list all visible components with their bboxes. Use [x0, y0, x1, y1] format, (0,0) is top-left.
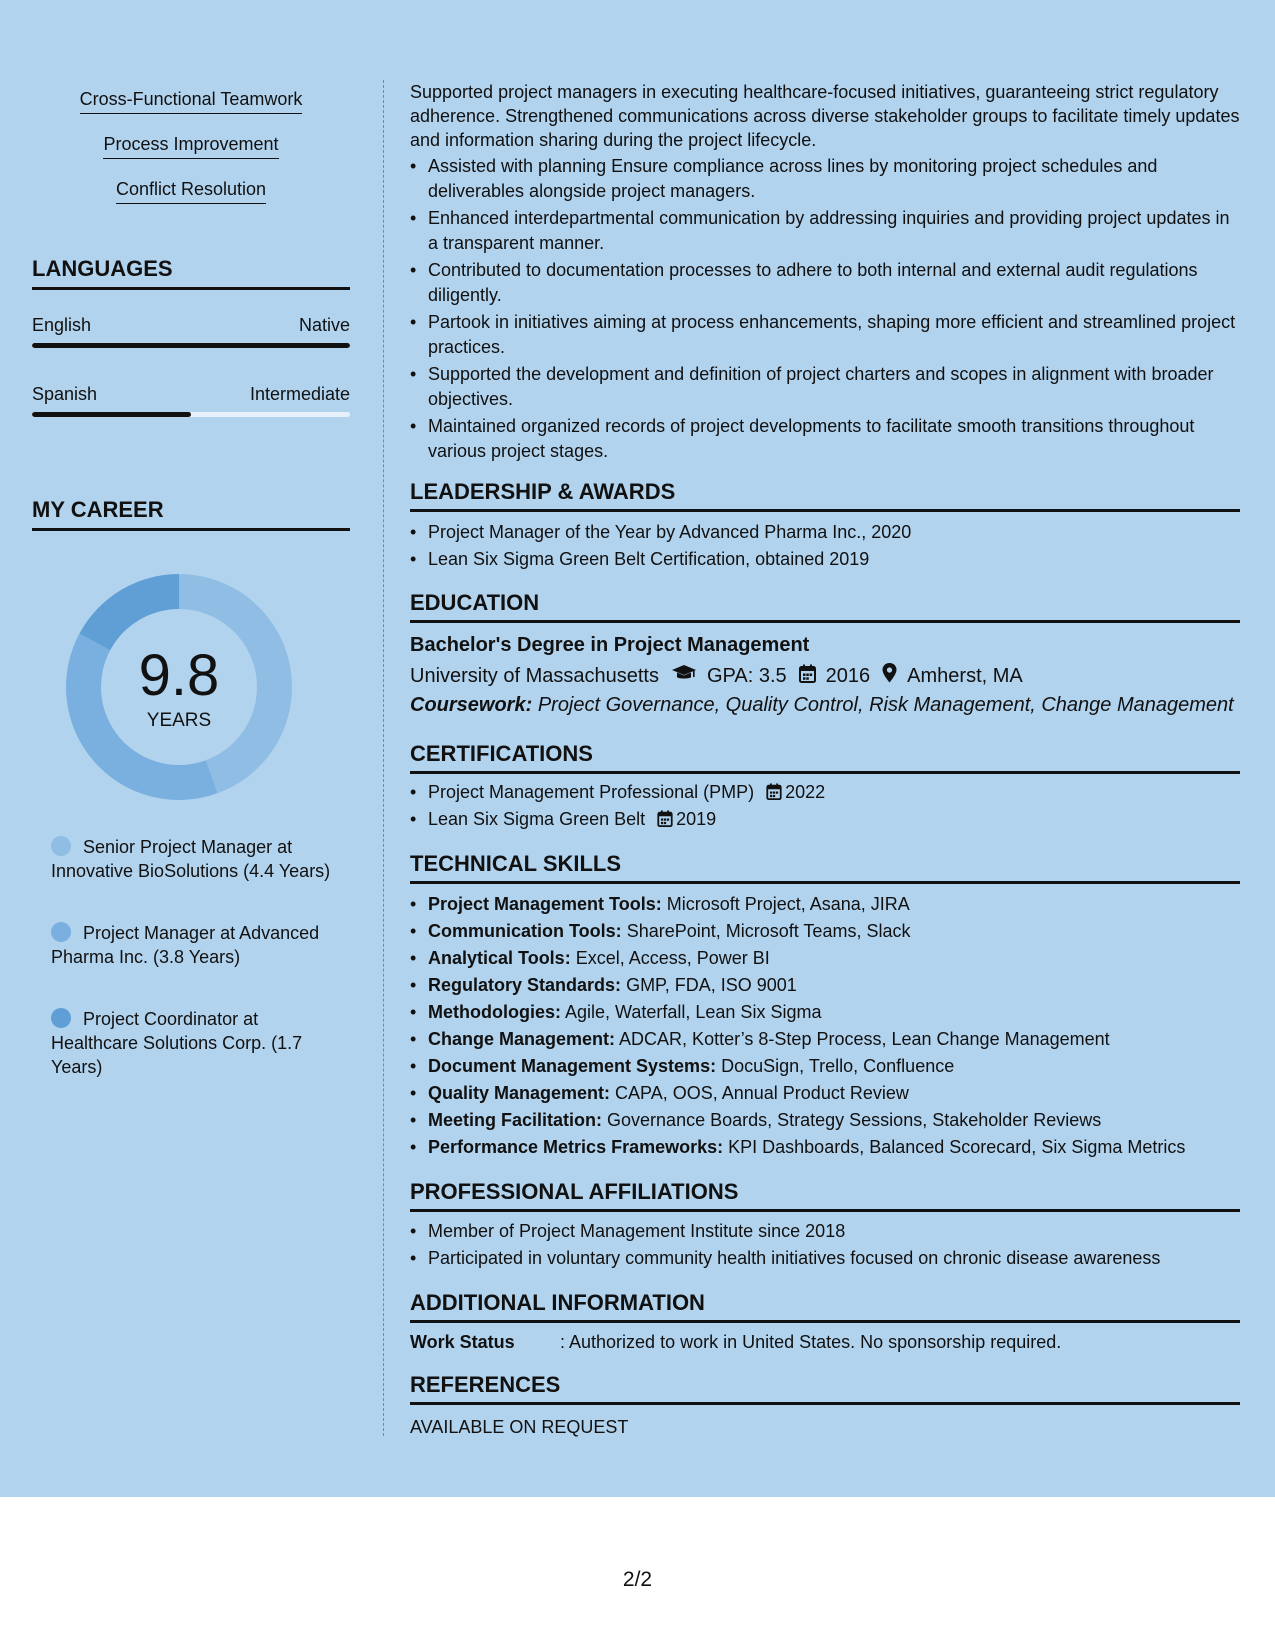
references-text: AVAILABLE ON REQUEST [410, 1417, 629, 1437]
career-legend-item: Senior Project Manager at Innovative BioSolutions (4.4 Years) [51, 837, 331, 881]
location-pin-icon [882, 663, 897, 689]
calendar-icon [766, 783, 782, 800]
list-item: • Communication Tools: SharePoint, Microsoft Teams, Slack [410, 918, 1240, 945]
list-item: • Performance Metrics Frameworks: KPI Dashboards, Balanced Scorecard, Six Sigma Metrics [410, 1134, 1240, 1161]
degree-title: Bachelor's Degree in Project Management [410, 634, 810, 656]
school-name: University of Massachusetts [410, 665, 659, 687]
skill-item: Cross-Functional Teamwork [32, 88, 350, 114]
career-legend-item: Project Coordinator at Healthcare Solutions Corp. (1.7 Years) [51, 1009, 303, 1077]
language-row [32, 383, 350, 405]
certifications-heading: CERTIFICATIONS [410, 741, 1240, 774]
language-name: English [32, 315, 92, 335]
list-item: • Supported the development and definition of project charters and scopes in alignment with broader objectives. [410, 362, 1240, 411]
experience-summary: Supported project managers in executing healthcare-focused initiatives, guaranteeing strict regulatory adherence. Strengthened communications across diverse stakeholder groups to facilitate timely updates and information sharing during the project lifecycle. [410, 82, 1240, 150]
list-item: • Maintained organized records of project developments to facilitate smooth transitions throughout various project stages. [410, 414, 1240, 463]
list-item: • Contributed to documentation processes to adhere to both internal and external audit regulations diligently. [410, 258, 1240, 307]
list-item: • Document Management Systems: DocuSign, Trello, Confluence [410, 1053, 1240, 1080]
legend-dot [51, 922, 71, 942]
language-row [32, 314, 350, 336]
work-status: Work Status : Authorized to work in United States. No sponsorship required. [410, 1332, 1062, 1352]
technical-skills-list [410, 891, 1240, 1161]
experience-bullets [410, 154, 1240, 466]
education-heading: EDUCATION [410, 590, 1240, 623]
career-legend-item: Project Manager at Advanced Pharma Inc. (3.8 Years) [51, 923, 320, 967]
coursework: Coursework: Project Governance, Quality Control, Risk Management, Change Management [410, 694, 1234, 716]
language-proficiency-bar [32, 343, 350, 348]
list-item: • Participated in voluntary community health initiatives focused on chronic disease awareness [410, 1245, 1240, 1272]
list-item: • Methodologies: Agile, Waterfall, Lean Six Sigma [410, 999, 1240, 1026]
list-item: • Project Management Tools: Microsoft Project, Asana, JIRA [410, 891, 1240, 918]
education-meta [410, 663, 1023, 689]
legend-dot [51, 836, 71, 856]
career-total-unit: YEARS [146, 710, 212, 731]
list-item: • Member of Project Management Institute since 2018 [410, 1218, 1240, 1245]
gpa: GPA: 3.5 [706, 665, 787, 687]
language-name: Spanish [32, 384, 98, 404]
technical-skills-heading: TECHNICAL SKILLS [410, 851, 1240, 884]
list-item: • Regulatory Standards: GMP, FDA, ISO 9001 [410, 972, 1240, 999]
certifications-list [410, 779, 1240, 833]
calendar-icon [799, 664, 816, 689]
list-item: • Lean Six Sigma Green Belt 2019 [410, 806, 1240, 833]
list-item: • Project Manager of the Year by Advanced Pharma Inc., 2020 [410, 519, 1240, 546]
career-donut-chart [66, 574, 292, 800]
skill-item: Conflict Resolution [32, 178, 350, 204]
affiliations-list [410, 1218, 1240, 1272]
list-item: • Partook in initiatives aiming at process enhancements, shaping more efficient and streamlined project practices. [410, 310, 1240, 359]
list-item: • Enhanced interdepartmental communication by addressing inquiries and providing project updates in a transparent manner. [410, 206, 1240, 255]
skill-item: Process Improvement [32, 133, 350, 159]
leadership-heading: LEADERSHIP & AWARDS [410, 479, 1240, 512]
career-heading: MY CAREER [32, 497, 350, 531]
references-heading: REFERENCES [410, 1372, 1240, 1405]
graduation-year: 2016 [825, 665, 871, 687]
list-item: • Assisted with planning Ensure compliance across lines by monitoring project schedules and deliverables alongside project managers. [410, 154, 1240, 203]
school-location: Amherst, MA [907, 665, 1023, 687]
list-item: • Lean Six Sigma Green Belt Certification, obtained 2019 [410, 546, 1240, 573]
column-divider [383, 80, 384, 1436]
language-proficiency-bar [32, 412, 350, 417]
calendar-icon [657, 810, 673, 827]
language-level: Native [298, 315, 350, 335]
graduation-cap-icon [671, 664, 697, 688]
languages-heading: LANGUAGES [32, 256, 350, 290]
list-item: • Change Management: ADCAR, Kotter’s 8-Step Process, Lean Change Management [410, 1026, 1240, 1053]
list-item: • Meeting Facilitation: Governance Boards, Strategy Sessions, Stakeholder Reviews [410, 1107, 1240, 1134]
page-number: 2/2 [622, 1568, 653, 1591]
additional-info-heading: ADDITIONAL INFORMATION [410, 1290, 1240, 1323]
legend-dot [51, 1008, 71, 1028]
career-total-years: 9.8 [138, 643, 220, 708]
language-level: Intermediate [249, 384, 350, 404]
leadership-list [410, 519, 1240, 573]
language-proficiency-fill [32, 343, 350, 348]
language-proficiency-fill [32, 412, 191, 417]
affiliations-heading: PROFESSIONAL AFFILIATIONS [410, 1179, 1240, 1212]
list-item: • Quality Management: CAPA, OOS, Annual Product Review [410, 1080, 1240, 1107]
list-item: • Analytical Tools: Excel, Access, Power BI [410, 945, 1240, 972]
list-item: • Project Management Professional (PMP) 2022 [410, 779, 1240, 806]
